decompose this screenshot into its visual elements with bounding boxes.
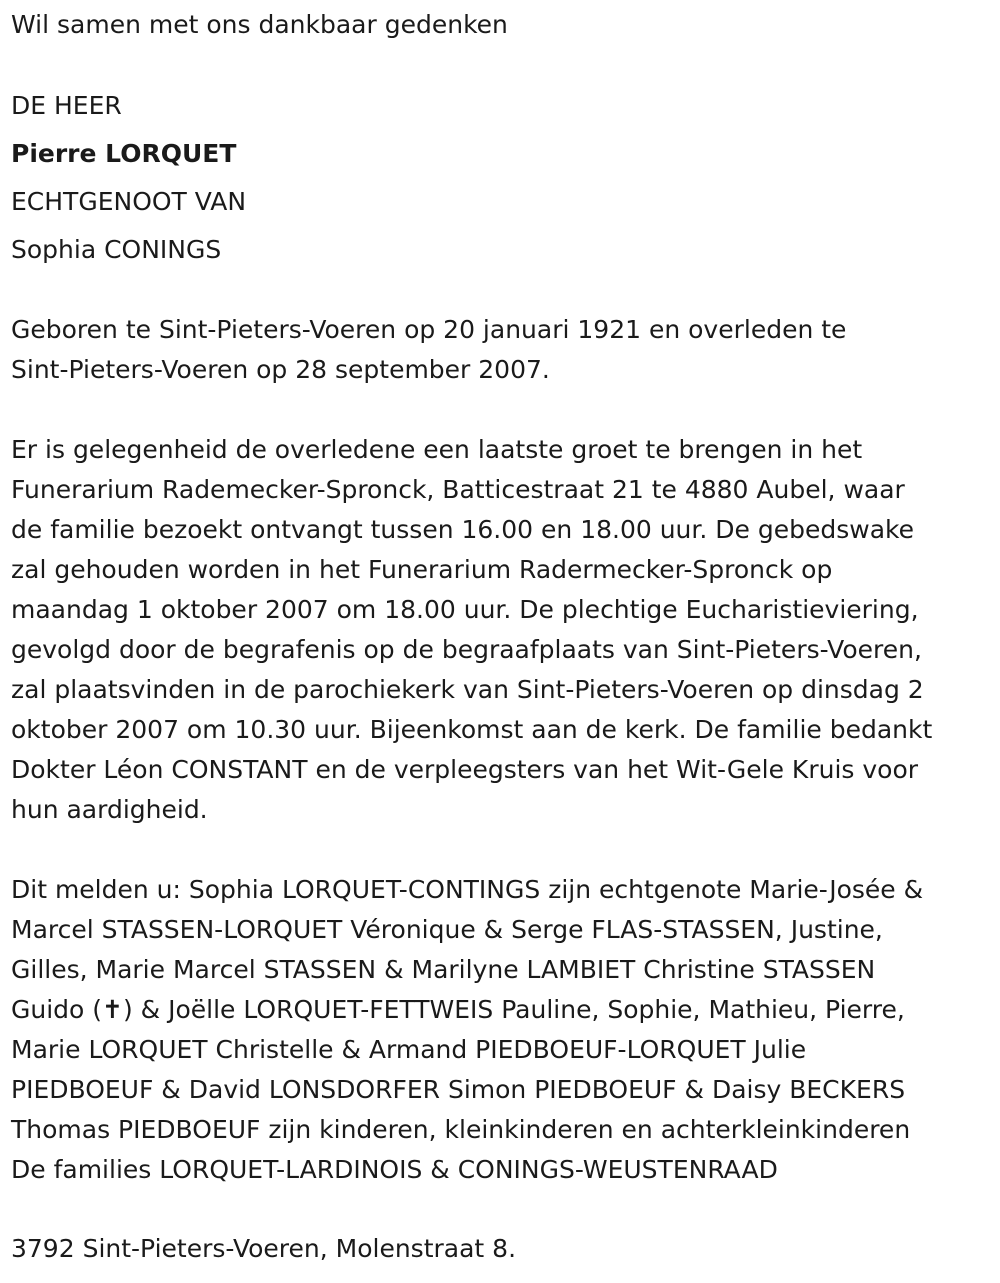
family-line: Thomas PIEDBOEUF zijn kinderen, kleinkinderen en achterkleinkinderen xyxy=(11,1115,911,1144)
family-paragraph xyxy=(11,870,993,1190)
address-line: 3792 Sint-Pieters-Voeren, Molenstraat 8. xyxy=(11,1234,517,1263)
arrangements-paragraph xyxy=(11,430,993,830)
deceased-name: Pierre LORQUET xyxy=(11,139,237,168)
honorific-title: DE HEER xyxy=(11,91,122,120)
arrangements-line: gevolgd door de begrafenis op de begraafplaats van Sint-Pieters-Voeren, xyxy=(11,635,922,664)
family-line: Marie LORQUET Christelle & Armand PIEDBOEUF-LORQUET Julie xyxy=(11,1035,807,1064)
arrangements-line: Dokter Léon CONSTANT en de verpleegsters van het Wit-Gele Kruis voor xyxy=(11,755,919,784)
arrangements-line: hun aardigheid. xyxy=(11,795,208,824)
arrangements-line: zal gehouden worden in het Funerarium Radermecker-Spronck op xyxy=(11,555,833,584)
arrangements-line: maandag 1 oktober 2007 om 18.00 uur. De plechtige Eucharistieviering, xyxy=(11,595,919,624)
birth-death-paragraph xyxy=(11,310,993,390)
arrangements-line: Er is gelegenheid de overledene een laatste groet te brengen in het xyxy=(11,435,863,464)
intro-text: Wil samen met ons dankbaar gedenken xyxy=(11,10,508,39)
family-line: Gilles, Marie Marcel STASSEN & Marilyne LAMBIET Christine STASSEN xyxy=(11,955,876,984)
arrangements-line: de familie bezoekt ontvangt tussen 16.00 en 18.00 uur. De gebedswake xyxy=(11,515,914,544)
arrangements-line: oktober 2007 om 10.30 uur. Bijeenkomst aan de kerk. De familie bedankt xyxy=(11,715,933,744)
family-line: Dit melden u: Sophia LORQUET-CONTINGS zijn echtgenote Marie-Josée & xyxy=(11,875,924,904)
family-line: Marcel STASSEN-LORQUET Véronique & Serge FLAS-STASSEN, Justine, xyxy=(11,915,883,944)
family-line: De families LORQUET-LARDINOIS & CONINGS-WEUSTENRAAD xyxy=(11,1155,778,1184)
family-line: PIEDBOEUF & David LONSDORFER Simon PIEDBOEUF & Daisy BECKERS xyxy=(11,1075,906,1104)
birth-death-line: Geboren te Sint-Pieters-Voeren op 20 januari 1921 en overleden te xyxy=(11,315,847,344)
spouse-name: Sophia CONINGS xyxy=(11,235,222,264)
arrangements-line: zal plaatsvinden in de parochiekerk van Sint-Pieters-Voeren op dinsdag 2 xyxy=(11,675,924,704)
family-line: Guido (✝) & Joëlle LORQUET-FETTWEIS Pauline, Sophie, Mathieu, Pierre, xyxy=(11,995,905,1024)
birth-death-line: Sint-Pieters-Voeren op 28 september 2007. xyxy=(11,355,550,384)
spouse-label: ECHTGENOOT VAN xyxy=(11,187,247,216)
arrangements-line: Funerarium Rademecker-Spronck, Batticestraat 21 te 4880 Aubel, waar xyxy=(11,475,905,504)
